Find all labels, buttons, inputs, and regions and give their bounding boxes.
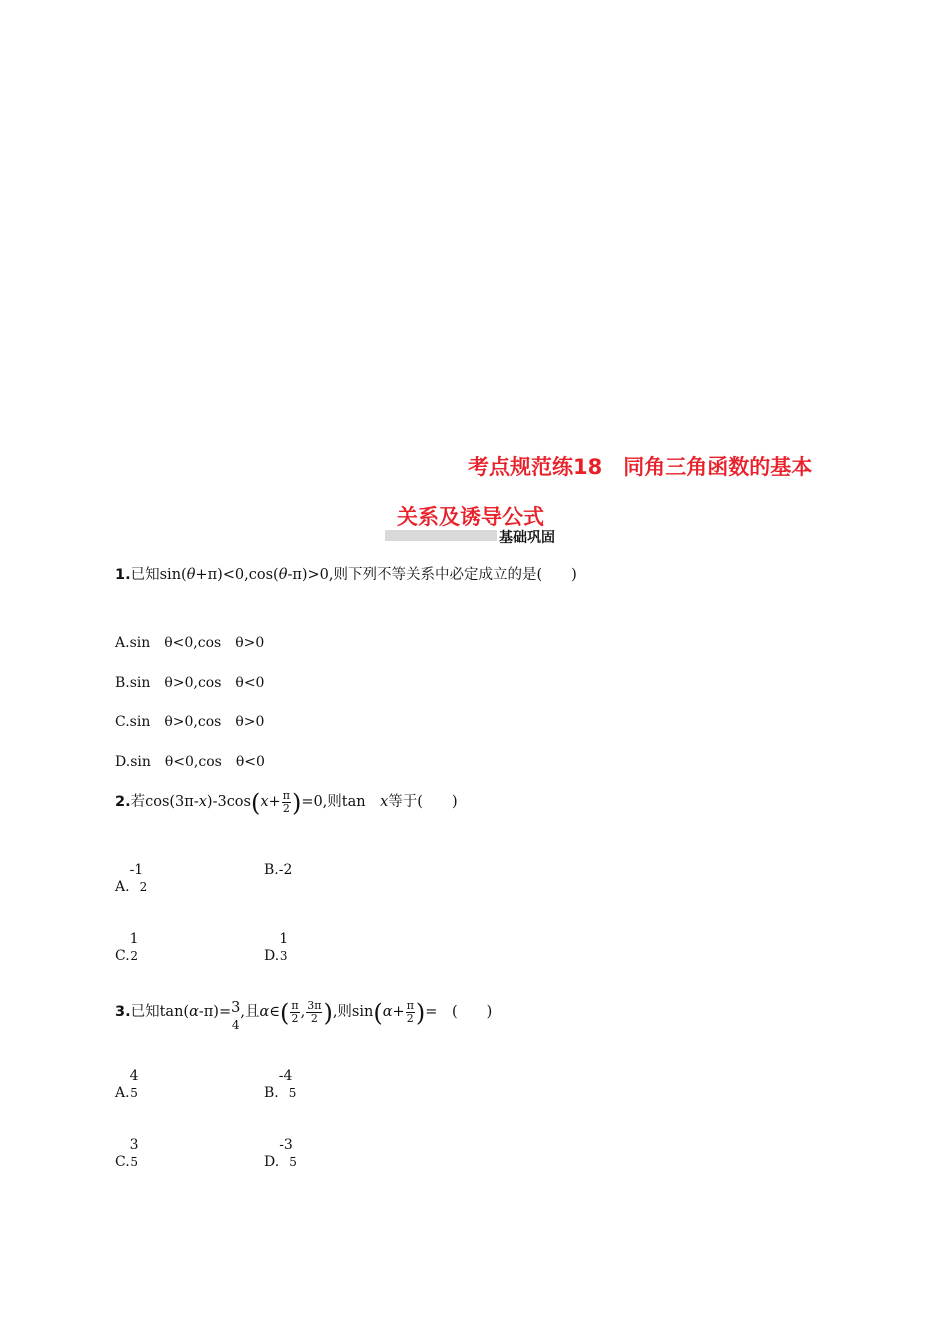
q1-option-a: A.sin θ<0,cos θ>0 [115,635,265,651]
question-1: 1.已知sin(θ+π)<0,cos(θ-π)>0,则下列不等关系中必定成立的是( ) [115,567,577,583]
q3-option-b: B. -4 5 [264,1068,297,1101]
question-number: 3. [115,1004,131,1021]
section-label: 基础巩固 [499,530,555,546]
q3-option-a: A. 4 5 [115,1068,139,1101]
question-3: 3.已知tan(α-π)= 3 4 ,且α∈( $\frac{\pi}{2}$ , $\frac{3\pi}{2}$ ),则sin(α+ $\frac{\pi}{2}$ )= ( ) [115,999,493,1032]
q2-option-b: B.-2 [264,862,293,878]
q2-option-c: C. 1 2 [115,931,139,964]
q2-option-d: D. 1 3 [264,931,289,964]
question-number: 1. [115,567,131,583]
q1-option-c: C.sin θ>0,cos θ>0 [115,714,265,730]
q3-option-c: C. 3 5 [115,1137,139,1170]
q2-option-a: A. -1 2 [115,862,148,895]
fraction: $\frac{\pi}{2}$ [282,789,290,815]
question-2: 2.若cos(3π-x)-3cos(x+ $\frac{\pi}{2}$ )=0,则tan x等于( ) [115,789,458,818]
q3-option-d: D. -3 5 [264,1137,297,1170]
q1-option-b: B.sin θ>0,cos θ<0 [115,675,265,691]
question-number: 2. [115,794,131,811]
page-title-line2: 关系及诱导公式 [397,505,544,529]
q1-option-d: D.sin θ<0,cos θ<0 [115,754,265,770]
section-bar [385,530,497,541]
page-title-line1: 考点规范练18 同角三角函数的基本 [468,455,813,479]
